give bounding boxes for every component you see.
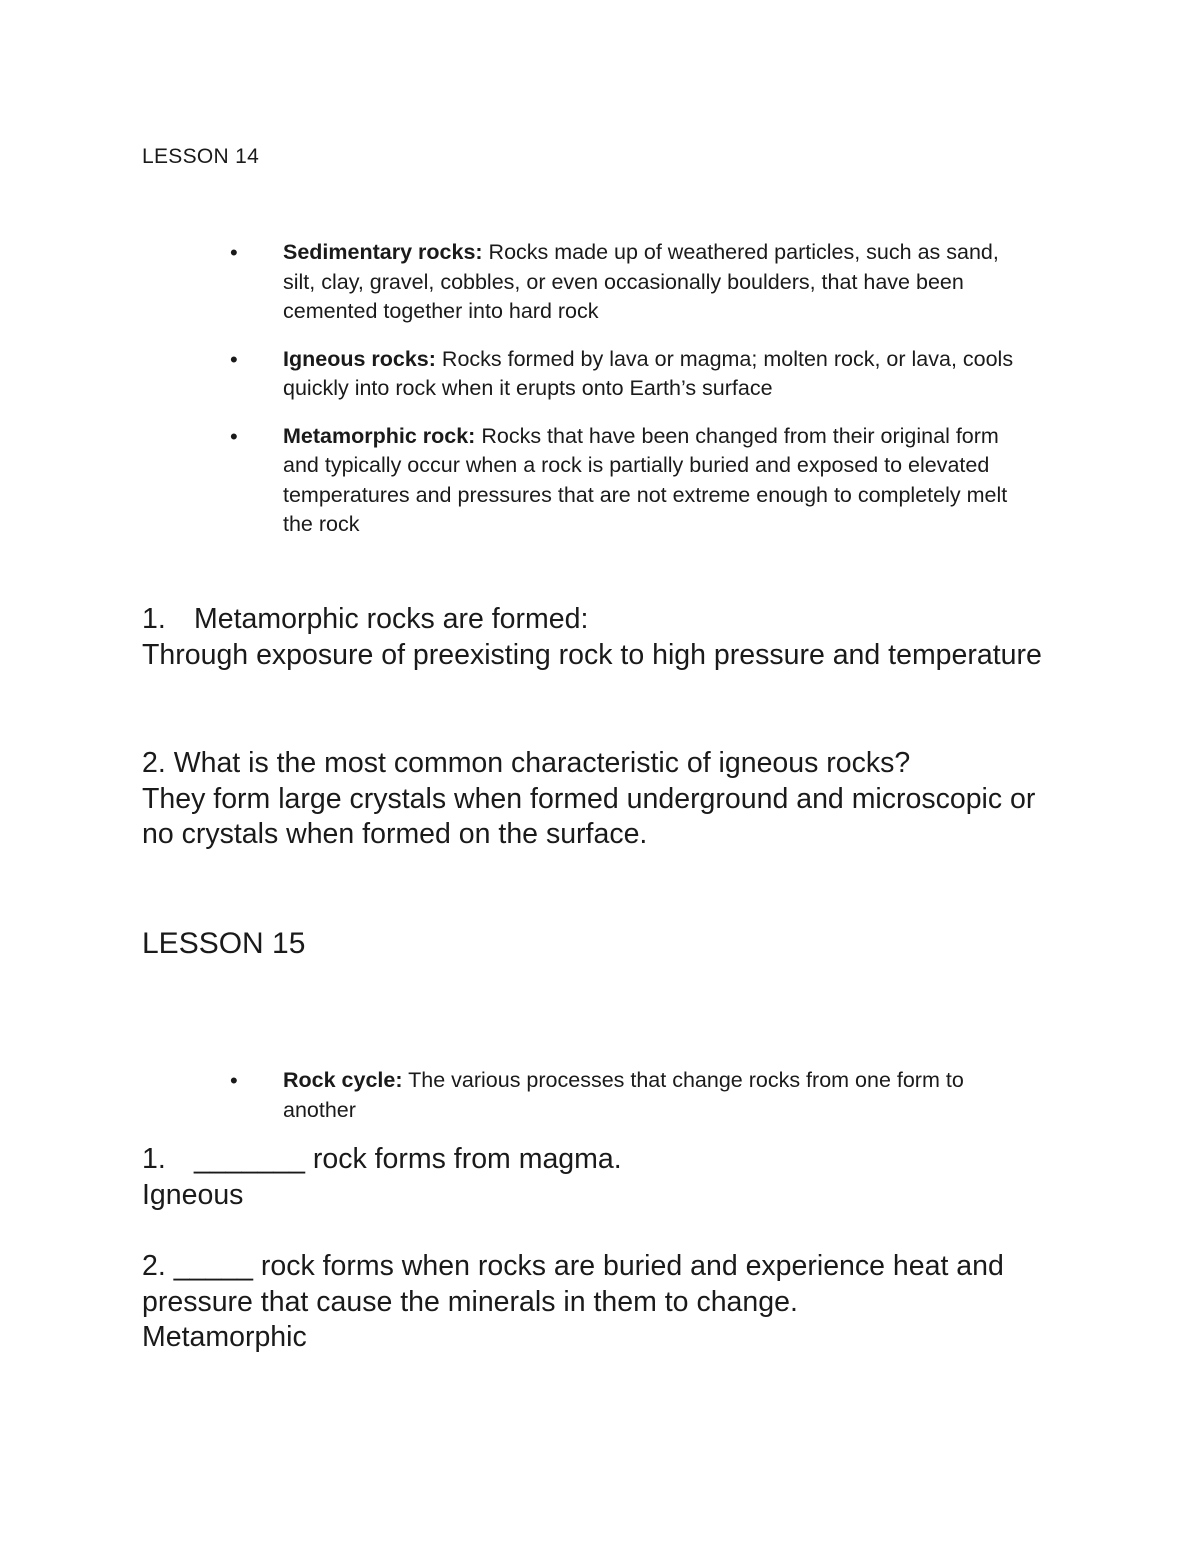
lesson-14-question-1 [142, 602, 1062, 673]
question-prompt: _______ rock forms from magma. [194, 1143, 622, 1175]
definition-igneous-rocks [230, 345, 1030, 404]
answer-text: Igneous [142, 1178, 244, 1211]
lesson-14-heading: LESSON 14 [142, 145, 260, 168]
question-number: 2. [142, 747, 166, 779]
answer-text: They form large crystals when formed underground and microscopic or no crystals when formed on the surface. [142, 782, 1036, 850]
definition-text: Rocks formed by lava or magma; molten rock, or lava, cools quickly into rock when it erupts onto Earth’s surface [283, 346, 1014, 400]
lesson-14-definitions [230, 238, 1030, 558]
question-prompt: What is the most common characteristic of igneous rocks? [173, 747, 911, 779]
question-prompt: _____ rock forms when rocks are buried and experience heat and pressure that cause the minerals in them to change. [142, 1250, 1004, 1318]
definition-term: Igneous rocks: [283, 346, 436, 371]
bullet-icon: • [230, 346, 238, 372]
answer-text: Metamorphic [142, 1321, 307, 1353]
definition-text: Rocks that have been changed from their original form and typically occur when a rock is partially buried and exposed to elevated temperatures and pressures that are not extreme enough to completely melt the rock [283, 423, 1008, 536]
lesson-15-definitions [230, 1066, 1030, 1143]
definition-term: Sedimentary rocks: [283, 240, 483, 264]
question-number: 1. [142, 1143, 166, 1175]
question-text [142, 746, 1062, 782]
question-number: 2. [142, 1250, 166, 1282]
bullet-icon: • [230, 423, 238, 449]
question-text [142, 1142, 1062, 1178]
lesson-15-question-2 [142, 1249, 1062, 1356]
definition-term: Rock cycle: [283, 1068, 403, 1092]
question-number: 1. [142, 603, 166, 635]
answer-text: Through exposure of preexisting rock to high pressure and temperature [142, 638, 1042, 671]
question-prompt: Metamorphic rocks are formed: [194, 603, 589, 635]
definition-rock-cycle [230, 1066, 1030, 1125]
definition-term: Metamorphic rock: [283, 423, 476, 448]
bullet-icon: • [230, 240, 238, 265]
lesson-15-heading: LESSON 15 [142, 927, 306, 960]
lesson-14-question-2 [142, 746, 1062, 853]
definition-text: The various processes that change rocks from one form to another [283, 1068, 964, 1122]
definition-metamorphic-rock [230, 422, 1030, 540]
question-text [142, 602, 1062, 638]
definition-sedimentary-rocks [230, 238, 1030, 327]
definition-text: Rocks made up of weathered particles, such as sand, silt, clay, gravel, cobbles, or even occasionally boulders, that have been cemented together into hard rock [283, 240, 999, 323]
bullet-icon: • [230, 1068, 238, 1093]
question-text [142, 1249, 1062, 1320]
lesson-15-question-1 [142, 1142, 1062, 1213]
